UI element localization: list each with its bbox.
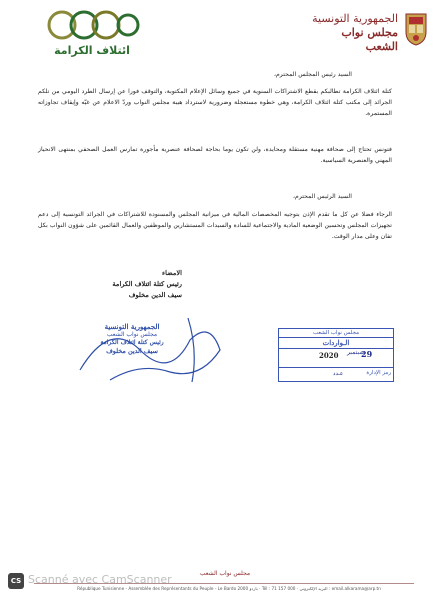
- signatory-name: سيف الدين مخلوف: [128, 291, 182, 299]
- salutation-2: السيد الرئيس المحترم،: [293, 193, 352, 200]
- registry-month: سبتمبر: [347, 349, 365, 356]
- signature-block: [62, 268, 182, 301]
- parliament-line1: الجمهورية التونسية: [312, 12, 398, 25]
- footer-logos: مجلس نواب الشعب: [199, 570, 251, 577]
- parliament-line2: مجلس نواب الشعب: [341, 26, 398, 53]
- stamp-line4: سيف الدين مخلوف: [106, 347, 158, 355]
- camscanner-logo-icon: CS: [8, 573, 24, 589]
- coalition-logo: [44, 8, 140, 62]
- registry-stamp: [278, 328, 394, 382]
- registry-stamp-top: مجلس نواب الشعب: [279, 329, 393, 338]
- paragraph-3: الرجاء فضلا عن كل ما تقدم الإذن بتوجيه المخصصات المالية في ميزانية المجلس والمسنودة للاشتراكات في الجرائد التونسية إلى دعم تجهيزات المجلس وتحسين الوضعية المادية والاجتماعية للسادة والسيدات المستشارين والموظفين والعمال القائمين على شؤون النواب بكل تفان وعلى مدار الوقت.: [38, 211, 392, 240]
- tunisia-emblem-icon: [404, 12, 428, 46]
- signature-label: الامضاء: [162, 269, 182, 277]
- salutation-1: السيد رئيس المجلس المحترم،: [273, 71, 352, 78]
- coalition-stamp: [76, 322, 188, 372]
- stamp-line1: الجمهورية التونسية: [104, 322, 160, 331]
- stamp-line2: مجلس نواب الشعب: [106, 331, 158, 338]
- registry-label: رمز الإدارة: [366, 370, 391, 376]
- signatory-title: رئيس كتلة ائتلاف الكرامة: [112, 280, 182, 288]
- paragraph-1: كتلة ائتلاف الكرامة تطالبكم بقطع الاشتراكات السنوية في جميع وسائل الإعلام المكتوبة، والتوقف فورا عن إرسال الطرد اليومي من تلكم الجرائد إلى مكتب كتلة ائتلاف الكرامة، وهي خطوة مستعجلة وضرورية لاسترداد هيبة مجلس النواب وردّ الاعلام عن غيّه وإيقاف تجاوزاته المستمرة.: [38, 88, 392, 117]
- registry-number: عـدد: [333, 371, 344, 377]
- camscanner-watermark: Scanné avec CamScanner: [28, 573, 172, 586]
- coalition-logo-text: ائتلاف الكرامة: [54, 44, 130, 57]
- registry-row: [279, 367, 393, 381]
- registry-year: 2020: [319, 351, 339, 360]
- registry-stamp-title: الـواردات: [279, 338, 393, 349]
- registry-day: 29: [361, 349, 373, 359]
- paragraph-2: فتونس تحتاج إلى صحافة مهنية مستقلة ومحايدة، ولن تكون يوما بحاجة لصحافة عنصرية مأجورة تمارس العمل الصحفي بمنتهى الانحياز المهني والعنصرية السياسية.: [38, 146, 392, 164]
- stamp-line3: رئيس كتلة ائتلاف الكرامة: [100, 339, 164, 346]
- parliament-header: [308, 12, 398, 54]
- olive-rings-icon: [44, 8, 140, 42]
- footer-address: République Tunisienne - Assemblée des Représentants du Peuple - Le Bardo 2000 باردو · Tél : 71 157 000 · البريد الإلكتروني : email.alkarama@arp.tn: [77, 586, 381, 591]
